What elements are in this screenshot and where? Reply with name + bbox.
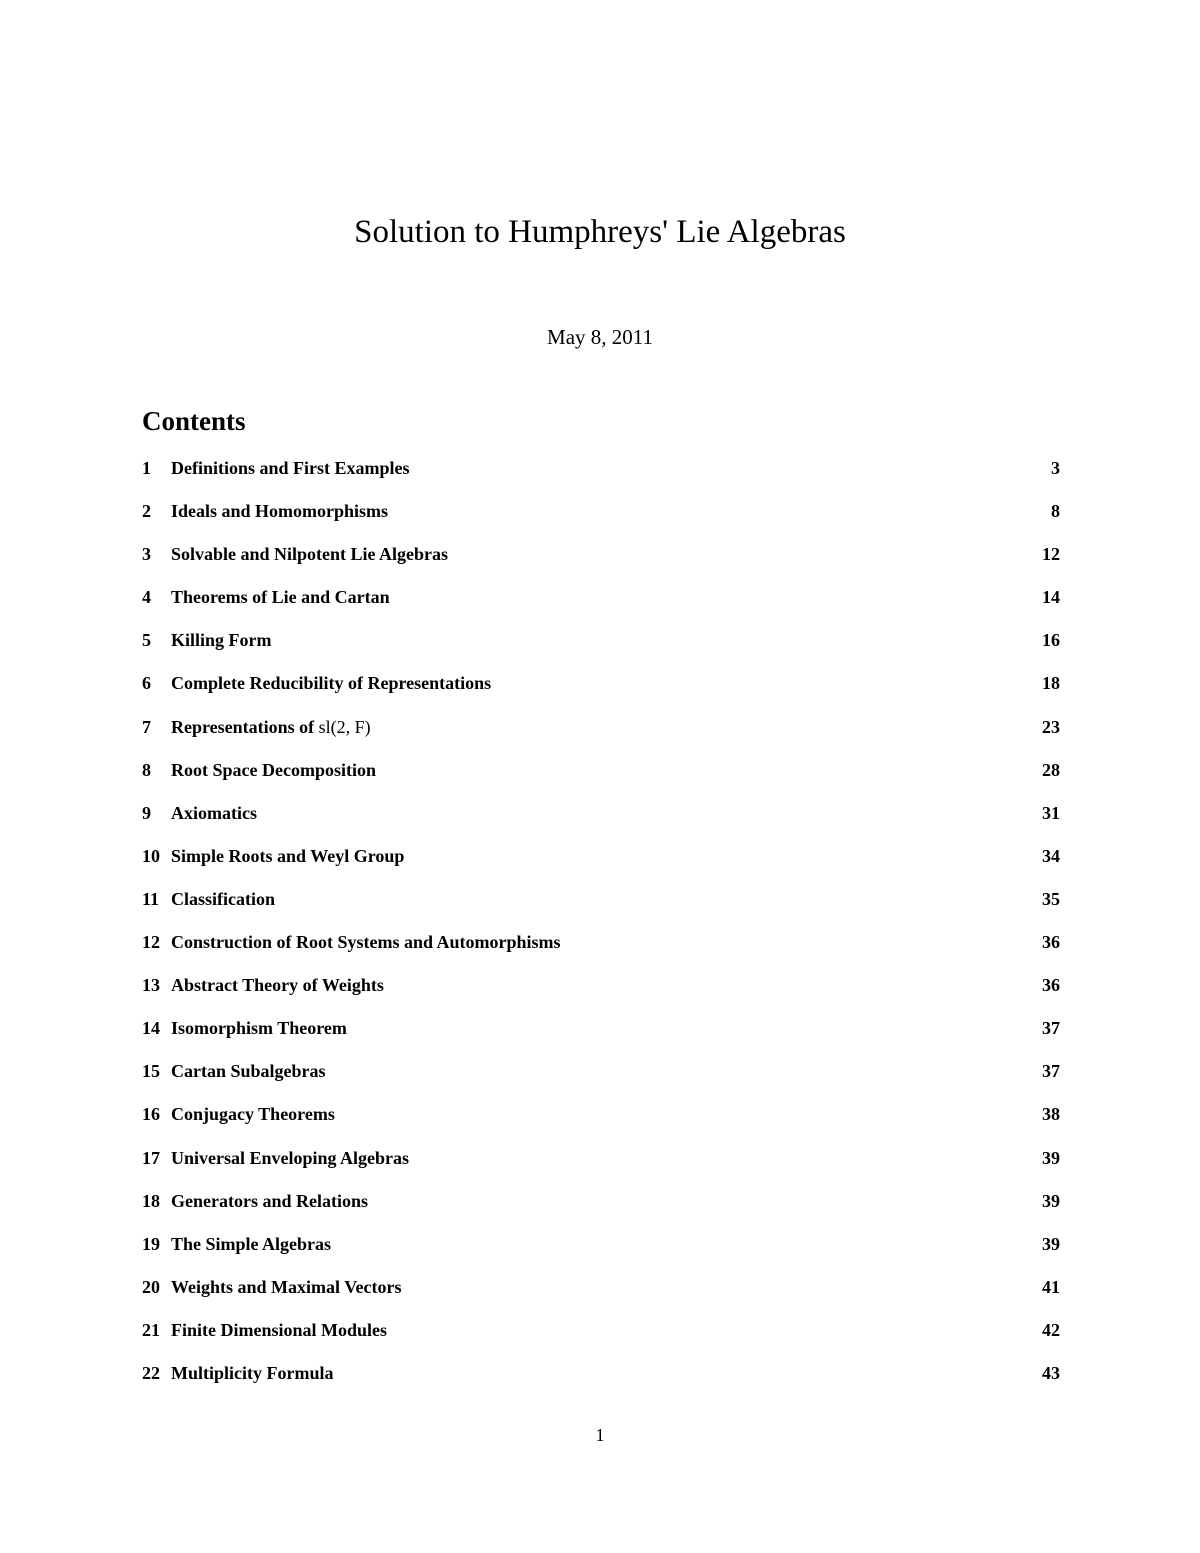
toc-entry[interactable] xyxy=(142,886,1060,929)
document-title: Solution to Humphreys' Lie Algebras xyxy=(354,214,846,250)
toc-entry[interactable] xyxy=(142,455,1060,498)
toc-section-title[interactable]: Definitions and First Examples xyxy=(171,458,410,478)
toc-page-number: 36 xyxy=(1042,975,1060,996)
toc-section-number: 3 xyxy=(142,544,151,565)
toc-page-number: 39 xyxy=(1042,1233,1060,1254)
toc-section-number: 16 xyxy=(142,1104,160,1125)
toc-section-number: 13 xyxy=(142,975,160,996)
toc-section-title[interactable]: The Simple Algebras xyxy=(171,1233,332,1254)
toc-page-number: 12 xyxy=(1042,544,1060,565)
page-number: 1 xyxy=(595,1425,605,1445)
toc-entry[interactable] xyxy=(142,1015,1060,1058)
toc-section-title[interactable]: Killing Form xyxy=(171,630,272,651)
toc-page-number: 35 xyxy=(1042,888,1060,909)
toc-entry[interactable] xyxy=(142,627,1060,670)
toc-section-title[interactable]: Simple Roots and Weyl Group xyxy=(171,845,405,866)
toc-page-number: 38 xyxy=(1042,1104,1060,1125)
contents-heading: Contents xyxy=(142,406,246,436)
toc-section-number: 7 xyxy=(142,716,151,737)
toc-section-title[interactable]: Classification xyxy=(171,888,276,909)
toc-page-number: 43 xyxy=(1042,1362,1060,1383)
toc-entry[interactable] xyxy=(142,757,1060,800)
toc-section-title: Representations of xyxy=(171,716,319,737)
toc-section-number: 12 xyxy=(142,932,160,953)
toc-section-title[interactable]: Multiplicity Formula xyxy=(171,1362,334,1383)
toc-section-number: 20 xyxy=(142,1276,160,1297)
toc-page-number: 14 xyxy=(1042,587,1060,608)
toc-section-number: 9 xyxy=(142,802,151,823)
toc-section-title[interactable]: Conjugacy Theorems xyxy=(171,1104,335,1125)
toc-section-number: 11 xyxy=(142,888,160,909)
toc-section-title[interactable]: Isomorphism Theorem xyxy=(171,1018,347,1039)
toc-section-title[interactable]: Finite Dimensional Modules xyxy=(171,1319,388,1340)
toc-section-number: 21 xyxy=(142,1319,160,1340)
toc-entry[interactable] xyxy=(142,1360,1060,1403)
toc-page-number: 31 xyxy=(1042,802,1060,823)
toc-entry[interactable] xyxy=(142,1231,1060,1274)
toc-page-number: 39 xyxy=(1042,1147,1060,1168)
toc-section-title-math: sl(2, F) xyxy=(318,716,371,737)
toc-section-title[interactable]: Axiomatics xyxy=(171,802,257,823)
toc-section-title[interactable]: Weights and Maximal Vectors xyxy=(171,1276,402,1297)
toc-section-title[interactable]: Root Space Decomposition xyxy=(171,759,376,780)
toc-entry[interactable] xyxy=(142,670,1060,713)
document-date: May 8, 2011 xyxy=(547,325,653,349)
table-of-contents xyxy=(142,455,1060,1403)
toc-page-number: 39 xyxy=(1042,1190,1060,1211)
toc-section-title-container[interactable] xyxy=(171,714,371,740)
toc-entry[interactable] xyxy=(142,929,1060,972)
toc-entry[interactable] xyxy=(142,498,1060,541)
toc-entry[interactable] xyxy=(142,541,1060,584)
toc-section-number: 8 xyxy=(142,759,151,780)
toc-page-number: 41 xyxy=(1042,1276,1060,1297)
toc-section-title[interactable]: Complete Reducibility of Representations xyxy=(171,673,492,694)
toc-section-number: 2 xyxy=(142,501,151,522)
toc-page-number: 42 xyxy=(1042,1319,1060,1340)
toc-entry[interactable] xyxy=(142,1101,1060,1144)
toc-page-number: 23 xyxy=(1042,716,1060,737)
toc-section-number: 1 xyxy=(142,458,151,478)
toc-page-number: 37 xyxy=(1042,1061,1060,1082)
toc-page-number: 8 xyxy=(1051,501,1060,522)
toc-page-number: 34 xyxy=(1042,845,1060,866)
toc-section-number: 15 xyxy=(142,1061,160,1082)
toc-section-number: 6 xyxy=(142,673,151,694)
toc-section-number: 5 xyxy=(142,630,151,651)
toc-page-number: 37 xyxy=(1042,1018,1060,1039)
toc-section-number: 18 xyxy=(142,1190,160,1211)
toc-page-number: 3 xyxy=(1051,458,1060,478)
toc-entry[interactable] xyxy=(142,972,1060,1015)
toc-page-number: 18 xyxy=(1042,673,1060,694)
toc-section-title[interactable]: Cartan Subalgebras xyxy=(171,1061,326,1082)
toc-section-number: 10 xyxy=(142,845,160,866)
toc-section-number: 22 xyxy=(142,1362,160,1383)
toc-entry[interactable] xyxy=(142,1058,1060,1101)
toc-section-title[interactable]: Solvable and Nilpotent Lie Algebras xyxy=(171,544,449,565)
toc-section-title[interactable]: Theorems of Lie and Cartan xyxy=(171,587,390,608)
toc-page-number: 36 xyxy=(1042,932,1060,953)
toc-entry[interactable] xyxy=(142,843,1060,886)
toc-entry[interactable] xyxy=(142,714,1060,757)
toc-section-number: 19 xyxy=(142,1233,160,1254)
toc-section-number: 14 xyxy=(142,1018,160,1039)
toc-page-number: 28 xyxy=(1042,759,1060,780)
toc-entry[interactable] xyxy=(142,1274,1060,1317)
toc-section-title[interactable]: Abstract Theory of Weights xyxy=(171,975,384,996)
toc-section-title[interactable]: Generators and Relations xyxy=(171,1190,368,1211)
toc-section-number: 17 xyxy=(142,1147,160,1168)
toc-section-title[interactable]: Ideals and Homomorphisms xyxy=(171,501,389,522)
toc-section-number: 4 xyxy=(142,587,151,608)
toc-section-title[interactable]: Universal Enveloping Algebras xyxy=(171,1147,410,1168)
toc-entry[interactable] xyxy=(142,1188,1060,1231)
toc-entry[interactable] xyxy=(142,1145,1060,1188)
toc-page-number: 16 xyxy=(1042,630,1060,651)
toc-entry[interactable] xyxy=(142,1317,1060,1360)
toc-section-title[interactable]: Construction of Root Systems and Automorphisms xyxy=(171,932,561,953)
toc-entry[interactable] xyxy=(142,800,1060,843)
toc-entry[interactable] xyxy=(142,584,1060,627)
